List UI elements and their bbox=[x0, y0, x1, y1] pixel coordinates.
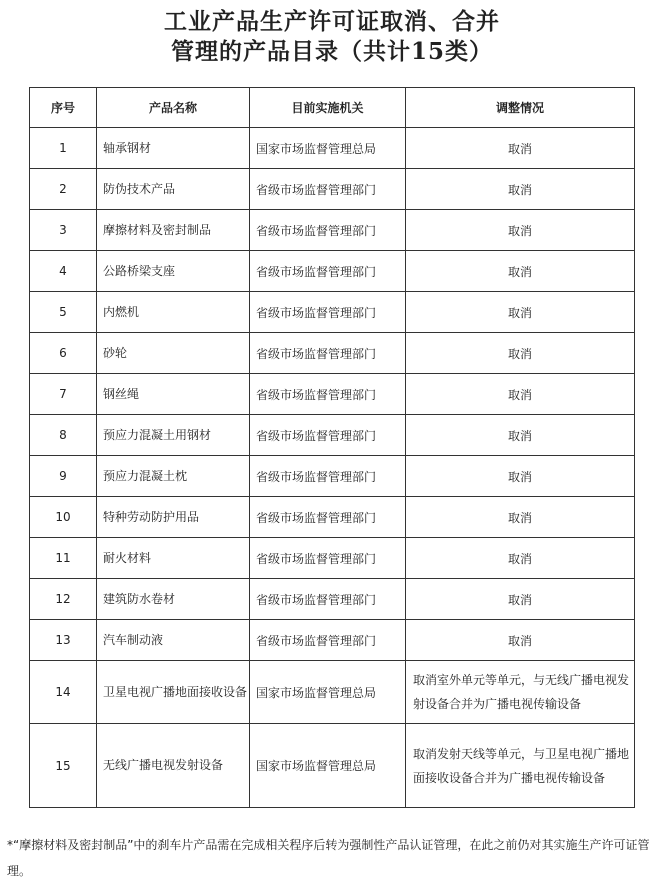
row-adjustment: 取消 bbox=[406, 415, 635, 456]
row-authority: 省级市场监督管理部门 bbox=[250, 538, 406, 579]
row-product-name: 无线广播电视发射设备 bbox=[97, 724, 250, 808]
row-authority: 国家市场监督管理总局 bbox=[250, 724, 406, 808]
row-index: 2 bbox=[30, 169, 97, 210]
row-adjustment: 取消 bbox=[406, 128, 635, 169]
row-adjustment: 取消发射天线等单元，与卫星电视广播地面接收设备合并为广播电视传输设备 bbox=[406, 724, 635, 808]
row-index: 13 bbox=[30, 620, 97, 661]
row-authority: 省级市场监督管理部门 bbox=[250, 169, 406, 210]
row-adjustment: 取消 bbox=[406, 456, 635, 497]
table-row bbox=[30, 538, 635, 579]
table-row bbox=[30, 169, 635, 210]
row-product-name: 公路桥梁支座 bbox=[97, 251, 250, 292]
footnote: *“摩擦材料及密封制品”中的刹车片产品需在完成相关程序后转为强制性产品认证管理，在此之前仍对其实施生产许可证管理。 bbox=[7, 838, 650, 878]
row-index: 6 bbox=[30, 333, 97, 374]
table-row bbox=[30, 497, 635, 538]
row-adjustment: 取消 bbox=[406, 292, 635, 333]
row-index: 3 bbox=[30, 210, 97, 251]
row-index: 7 bbox=[30, 374, 97, 415]
row-product-name: 钢丝绳 bbox=[97, 374, 250, 415]
row-index: 15 bbox=[30, 724, 97, 808]
table-row bbox=[30, 415, 635, 456]
row-product-name: 耐火材料 bbox=[97, 538, 250, 579]
row-adjustment: 取消 bbox=[406, 497, 635, 538]
product-catalog-table bbox=[29, 87, 635, 808]
row-adjustment: 取消 bbox=[406, 579, 635, 620]
row-index: 4 bbox=[30, 251, 97, 292]
table-row bbox=[30, 620, 635, 661]
row-authority: 省级市场监督管理部门 bbox=[250, 333, 406, 374]
row-authority: 省级市场监督管理部门 bbox=[250, 251, 406, 292]
header-authority: 目前实施机关 bbox=[250, 88, 406, 128]
row-product-name: 建筑防水卷材 bbox=[97, 579, 250, 620]
row-adjustment: 取消 bbox=[406, 169, 635, 210]
row-adjustment: 取消 bbox=[406, 538, 635, 579]
row-product-name: 预应力混凝土用钢材 bbox=[97, 415, 250, 456]
row-adjustment: 取消室外单元等单元，与无线广播电视发射设备合并为广播电视传输设备 bbox=[406, 661, 635, 724]
row-authority: 省级市场监督管理部门 bbox=[250, 374, 406, 415]
table-row bbox=[30, 661, 635, 724]
row-product-name: 摩擦材料及密封制品 bbox=[97, 210, 250, 251]
row-product-name: 预应力混凝土枕 bbox=[97, 456, 250, 497]
page-title-line-2: 管理的产品目录（共计15类） bbox=[170, 38, 493, 65]
row-adjustment: 取消 bbox=[406, 620, 635, 661]
row-index: 14 bbox=[30, 661, 97, 724]
row-authority: 省级市场监督管理部门 bbox=[250, 497, 406, 538]
row-index: 1 bbox=[30, 128, 97, 169]
row-index: 10 bbox=[30, 497, 97, 538]
row-product-name: 特种劳动防护用品 bbox=[97, 497, 250, 538]
row-authority: 省级市场监督管理部门 bbox=[250, 210, 406, 251]
row-product-name: 内燃机 bbox=[97, 292, 250, 333]
row-authority: 省级市场监督管理部门 bbox=[250, 292, 406, 333]
row-authority: 省级市场监督管理部门 bbox=[250, 415, 406, 456]
row-index: 9 bbox=[30, 456, 97, 497]
row-authority: 省级市场监督管理部门 bbox=[250, 620, 406, 661]
row-authority: 省级市场监督管理部门 bbox=[250, 456, 406, 497]
row-product-name: 卫星电视广播地面接收设备 bbox=[97, 661, 250, 724]
row-adjustment: 取消 bbox=[406, 333, 635, 374]
table-row bbox=[30, 333, 635, 374]
row-index: 8 bbox=[30, 415, 97, 456]
row-index: 5 bbox=[30, 292, 97, 333]
row-adjustment: 取消 bbox=[406, 251, 635, 292]
row-product-name: 轴承钢材 bbox=[97, 128, 250, 169]
row-authority: 省级市场监督管理部门 bbox=[250, 579, 406, 620]
header-product-name: 产品名称 bbox=[97, 88, 250, 128]
table-row bbox=[30, 210, 635, 251]
row-product-name: 汽车制动液 bbox=[97, 620, 250, 661]
header-adjustment: 调整情况 bbox=[406, 88, 635, 128]
table-row bbox=[30, 579, 635, 620]
table-row bbox=[30, 292, 635, 333]
table-row bbox=[30, 374, 635, 415]
table-row bbox=[30, 128, 635, 169]
table-row bbox=[30, 724, 635, 808]
row-product-name: 防伪技术产品 bbox=[97, 169, 250, 210]
table-row bbox=[30, 456, 635, 497]
row-product-name: 砂轮 bbox=[97, 333, 250, 374]
table-row bbox=[30, 251, 635, 292]
row-authority: 国家市场监督管理总局 bbox=[250, 128, 406, 169]
row-adjustment: 取消 bbox=[406, 210, 635, 251]
page-title-line-1: 工业产品生产许可证取消、合并 bbox=[164, 8, 500, 35]
row-authority: 国家市场监督管理总局 bbox=[250, 661, 406, 724]
row-index: 12 bbox=[30, 579, 97, 620]
table-header-row bbox=[30, 88, 635, 128]
row-index: 11 bbox=[30, 538, 97, 579]
row-adjustment: 取消 bbox=[406, 374, 635, 415]
header-index: 序号 bbox=[30, 88, 97, 128]
